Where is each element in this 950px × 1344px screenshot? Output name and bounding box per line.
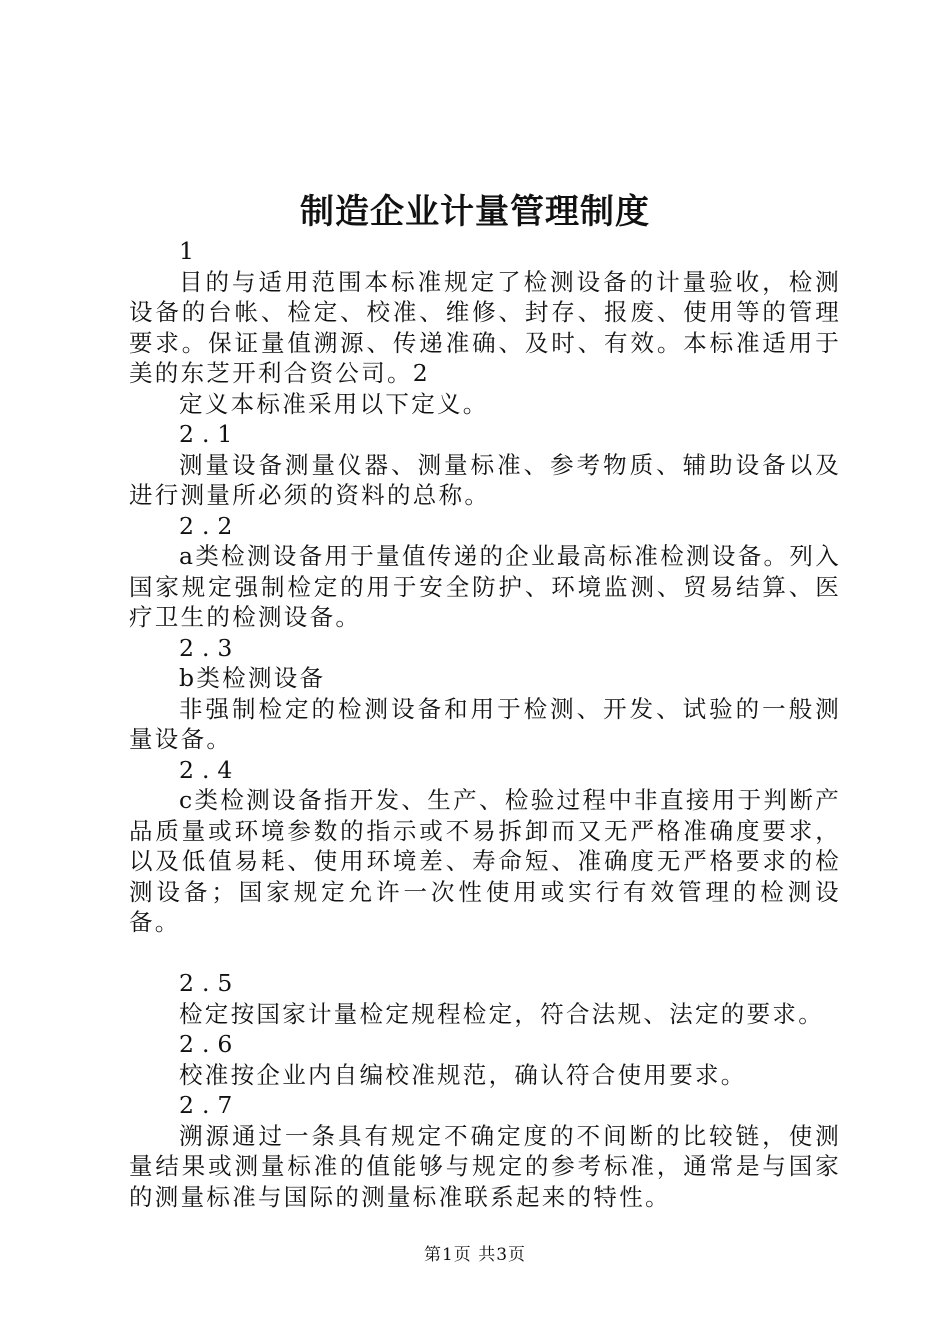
- blank-line: [129, 938, 841, 969]
- section-number: 2.5: [179, 969, 241, 997]
- section-number: 2.4: [179, 755, 241, 784]
- document-body: [129, 236, 841, 1212]
- paragraph-traceability: 溯源通过一条具有规定不确定度的不间断的比较链，使测量结果或测量标准的值能够与规定的参考标准，通常是与国家的测量标准与国际的测量标准联系起来的特性。: [129, 1121, 841, 1211]
- paragraph-definitions: 定义本标准采用以下定义。: [179, 389, 489, 418]
- section-number: 1: [179, 237, 202, 265]
- paragraph-calibration: 校准按企业内自编校准规范，确认符合使用要求。: [179, 1060, 747, 1089]
- section-number: 2.6: [179, 1030, 241, 1058]
- section-number: 2.7: [179, 1091, 241, 1119]
- section-number: 2.1: [179, 420, 241, 448]
- paragraph-class-b: 非强制检定的检测设备和用于检测、开发、试验的一般测量设备。: [129, 694, 841, 753]
- section-number: 2.3: [179, 633, 241, 662]
- paragraph-class-b-heading: b类检测设备: [179, 664, 326, 692]
- paragraph-class-a: a类检测设备用于量值传递的企业最高标准检测设备。列入国家规定强制检定的用于安全防护、环境监测、贸易结算、医疗卫生的检测设备。: [129, 542, 841, 631]
- page-footer: 第1页 共3页: [423, 1245, 527, 1265]
- paragraph-verification: 检定按国家计量检定规程检定，符合法规、法定的要求。: [179, 999, 824, 1028]
- document-title: 制造企业计量管理制度: [300, 192, 650, 232]
- paragraph-measuring-equipment: 测量设备测量仪器、测量标准、参考物质、辅助设备以及进行测量所必须的资料的总称。: [129, 450, 841, 509]
- paragraph-purpose-scope: 目的与适用范围本标准规定了检测设备的计量验收，检测设备的台帐、检定、校准、维修、封存、报废、使用等的管理要求。保证量值溯源、传递准确、及时、有效。本标准适用于美的东芝开利合资公司。2: [129, 267, 841, 387]
- section-number: 2.2: [179, 511, 241, 540]
- paragraph-class-c: c类检测设备指开发、生产、检验过程中非直接用于判断产品质量或环境参数的指示或不易拆卸而又无严格准确度要求，以及低值易耗、使用环境差、寿命短、准确度无严格要求的检测设备；国家规定允许一次性使用或实行有效管理的检测设备。: [129, 786, 841, 936]
